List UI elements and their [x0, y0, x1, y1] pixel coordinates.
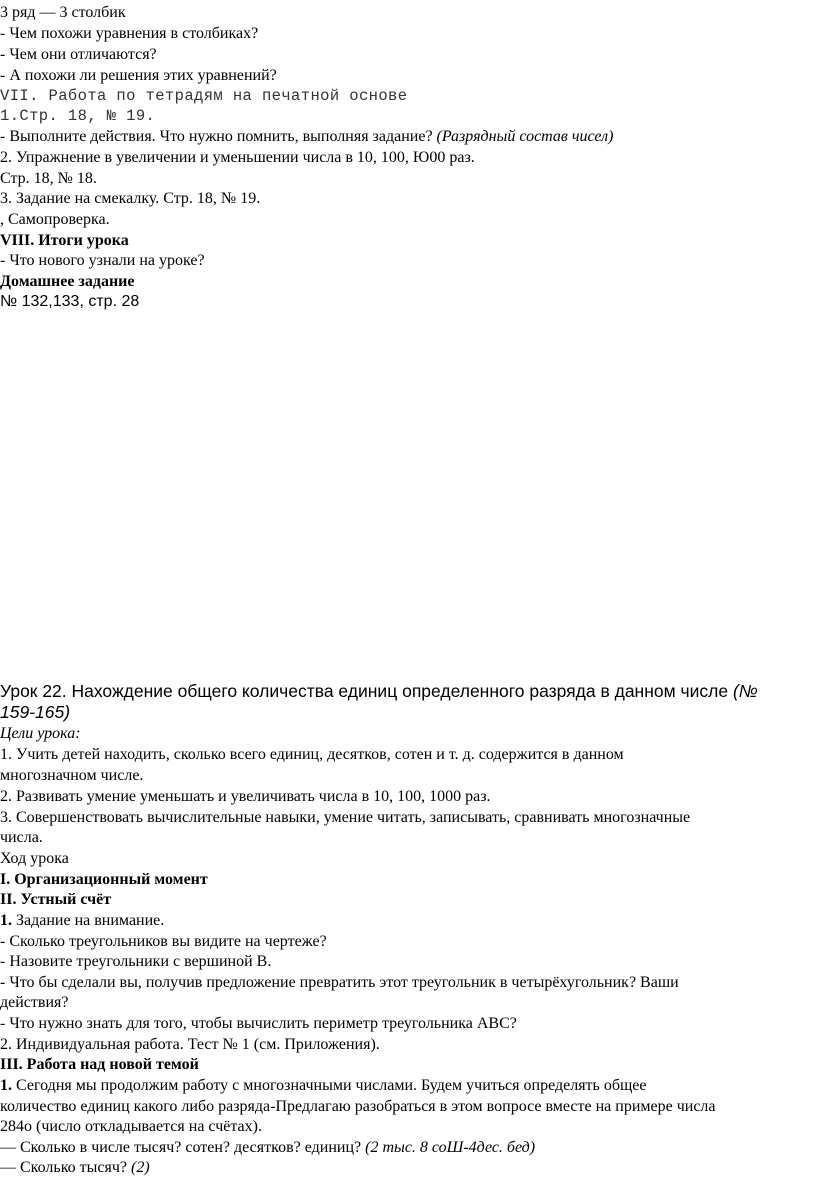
goal-line: числа. — [0, 829, 43, 846]
text-line: 2. Индивидуальная работа. Тест № 1 (см. Приложения). — [0, 1036, 380, 1053]
course-heading: Ход урока — [0, 850, 69, 867]
section-heading-text: III. Работа над новой темой — [0, 1056, 199, 1073]
text-line: Стр. 18, № 18. — [0, 170, 97, 187]
section-heading-mono: VII. Работа по тетрадям на печатной основе — [0, 87, 408, 105]
dialog-line — [0, 1157, 150, 1178]
goals-label-text: Цели урока: — [0, 725, 81, 742]
paragraph-line — [0, 1075, 647, 1096]
dialog-answer: (2 тыс. 8 соШ-4дес. бед) — [365, 1139, 536, 1156]
task-text: Задание на внимание. — [12, 912, 165, 929]
section-heading — [0, 230, 129, 251]
dialog-answer: (2) — [131, 1159, 150, 1176]
lesson-title-text: Урок 22. Нахождение общего количества единиц определенного разряда в данном числе — [0, 681, 733, 701]
dialog-question: — Сколько тысяч? — [0, 1159, 132, 1176]
text-line: 3. Задание на смекалку. Стр. 18, № 19. — [0, 190, 261, 207]
text-line: 2. Упражнение в увеличении и уменьшении числа в 10, 100, Ю00 раз. — [0, 149, 475, 166]
text-line: , Самопроверка. — [0, 211, 110, 228]
dialog-question: — Сколько в числе тысяч? сотен? десятков? единиц? — [0, 1139, 366, 1156]
question-text: - Выполните действия. Что нужно помнить, выполняя задание? — [0, 128, 437, 145]
goals-label — [0, 723, 81, 744]
section-heading-text: I. Организационный момент — [0, 871, 208, 888]
lesson-title — [0, 680, 758, 702]
question-line: - Чем похожи уравнения в столбиках? — [0, 25, 259, 42]
question-line: - А похожи ли решения этих уравнений? — [0, 67, 277, 84]
task-line — [0, 910, 164, 931]
paragraph-text: Сегодня мы продолжим работу с многозначными числами. Будем учиться определять общее — [12, 1077, 647, 1094]
question-line: - Чем они отличаются? — [0, 46, 157, 63]
question-line: - Назовите треугольники с вершиной В. — [0, 953, 272, 970]
section-heading — [0, 1054, 199, 1075]
homework-text: № 132,133, стр. 28 — [0, 293, 140, 310]
question-line — [0, 126, 613, 147]
section-heading-text: II. Устный счёт — [0, 891, 112, 908]
answer-note: (Разрядный состав чисел) — [436, 128, 614, 145]
question-line: - Что нового узнали на уроке? — [0, 252, 205, 269]
section-heading-text: VIII. Итоги урока — [0, 232, 129, 249]
goal-line: многозначном числе. — [0, 767, 144, 784]
task-reference-mono: 1.Стр. 18, № 19. — [0, 107, 156, 125]
question-line: - Что нужно знать для того, чтобы вычислить периметр треугольника ABC? — [0, 1015, 517, 1032]
paragraph-line: количество единиц какого либо разряда-Предлагаю разобраться в этом вопросе вместе на примере числа — [0, 1098, 716, 1115]
question-line: - Что бы сделали вы, получив предложение превратить этот треугольник в четырёхугольник? Ваши — [0, 974, 679, 991]
homework-heading — [0, 271, 134, 292]
lesson-title-cont — [0, 701, 70, 723]
goal-line: 1. Учить детей находить, сколько всего единиц, десятков, сотен и т. д. содержится в данном — [0, 746, 624, 763]
goal-line: 2. Развивать умение уменьшать и увеличивать числа в 10, 100, 1000 раз. — [0, 788, 491, 805]
paragraph-number: 1. — [0, 1077, 12, 1094]
lesson-title-range-cont: 159-165) — [0, 702, 71, 722]
goal-line: 3. Совершенствовать вычислительные навыки, умение читать, записывать, сравнивать многозначные — [0, 809, 691, 826]
section-heading — [0, 869, 208, 890]
question-line: действия? — [0, 994, 69, 1011]
question-line: - Сколько треугольников вы видите на чертеже? — [0, 933, 327, 950]
section-heading — [0, 889, 111, 910]
text-line: 3 ряд — 3 столбик — [0, 4, 126, 21]
paragraph-line: 284о (число откладывается на счётах). — [0, 1118, 262, 1135]
task-number: 1. — [0, 912, 12, 929]
dialog-line — [0, 1137, 535, 1158]
lesson-title-range: (№ — [732, 681, 758, 701]
homework-heading-text: Домашнее задание — [0, 273, 135, 290]
